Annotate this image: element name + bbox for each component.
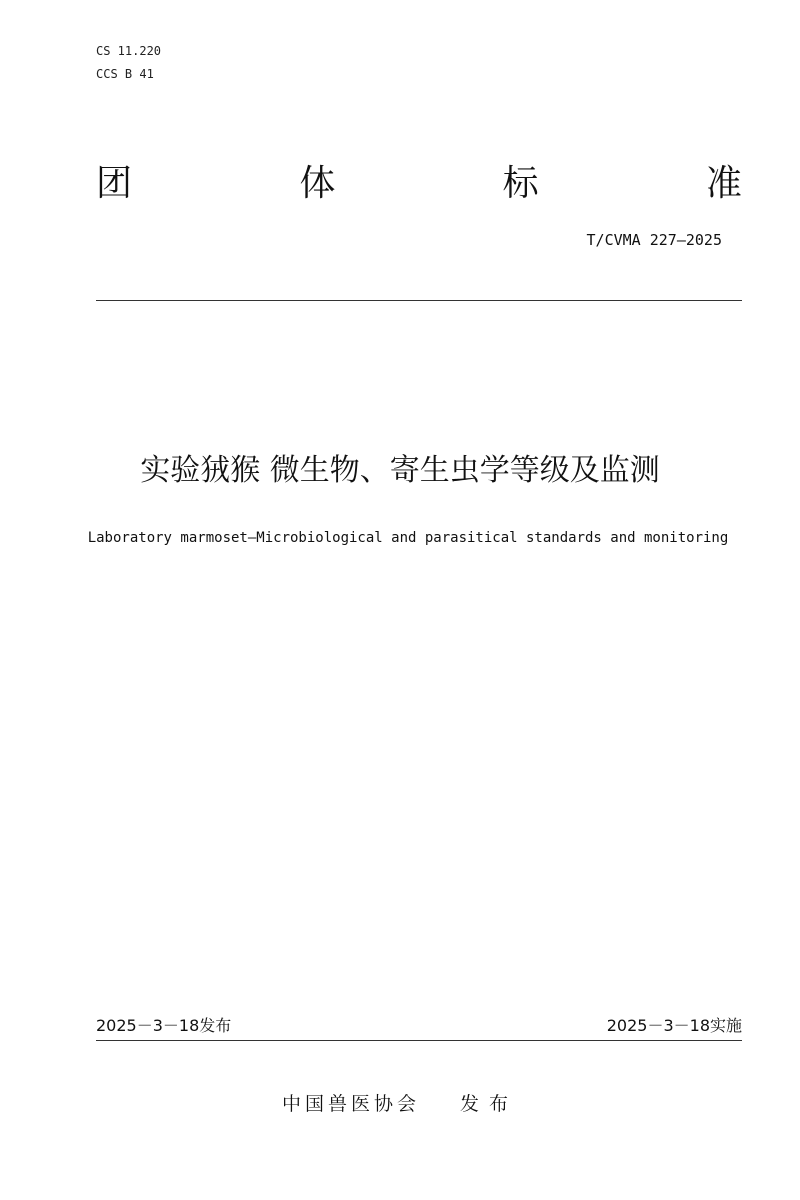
ics-code: CS 11.220	[96, 44, 162, 58]
standard-type-char: 团	[96, 163, 133, 204]
issue-date: 2025－3－18发布	[96, 1016, 232, 1035]
standard-type-char: 标	[502, 163, 539, 204]
implementation-date: 2025－3－18实施	[606, 1016, 742, 1035]
publisher-line	[0, 1090, 800, 1118]
classification-codes	[96, 40, 161, 86]
standard-type-char: 体	[299, 163, 336, 204]
footer-divider	[96, 1040, 742, 1041]
publisher-action: 发布	[460, 1093, 519, 1115]
document-title-en: Laboratory marmoset—Microbiological and parasitical standards and monitoring	[87, 530, 729, 546]
standard-number: T/CVMA 227—2025	[586, 231, 722, 249]
standard-type-char: 准	[705, 163, 742, 204]
publisher-organization: 中国兽医协会	[281, 1093, 420, 1115]
standard-type-heading	[96, 160, 742, 208]
header-divider	[96, 300, 742, 301]
ccs-code: CCS B 41	[96, 67, 154, 81]
document-title-zh: 实验狨猴 微生物、寄生虫学等级及监测	[140, 453, 660, 488]
